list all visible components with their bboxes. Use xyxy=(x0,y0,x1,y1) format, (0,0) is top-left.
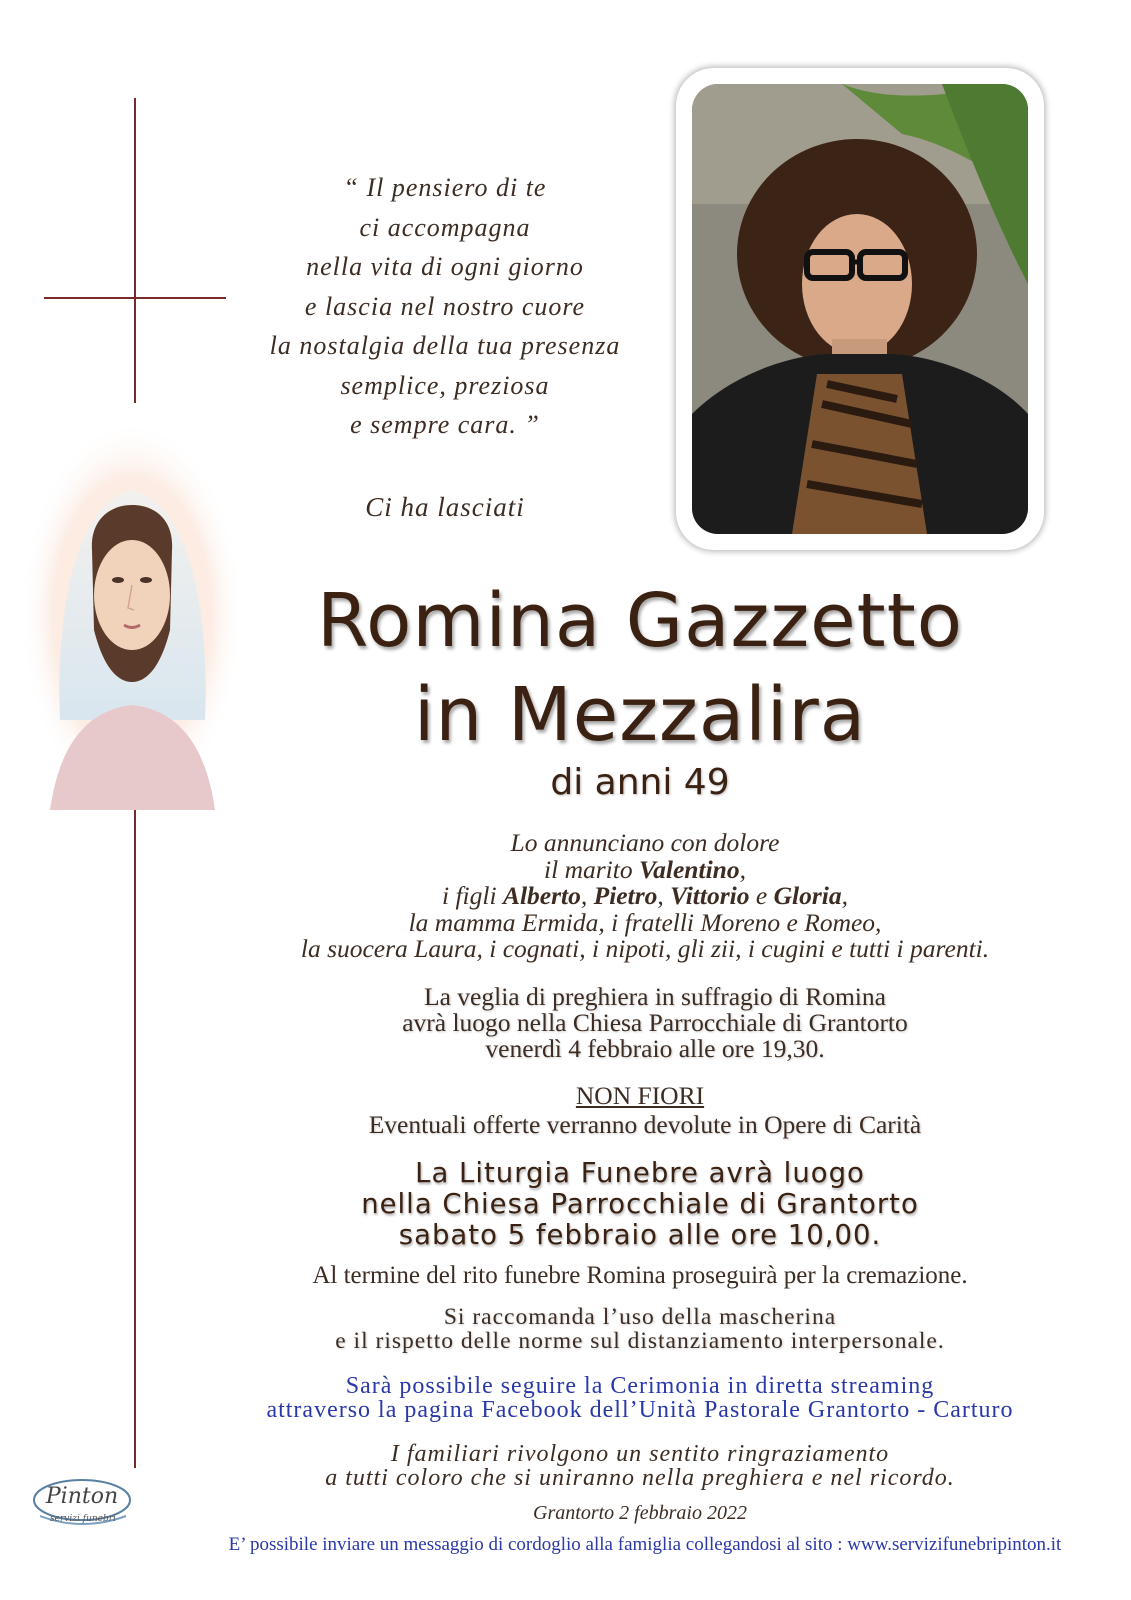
logo-name: Pinton xyxy=(45,1484,119,1509)
vigil-line: avrà luogo nella Chiesa Parrocchiale di Grantorto xyxy=(402,1008,908,1037)
text-fragment: , xyxy=(657,881,671,910)
condolence-footer[interactable]: E’ possibile inviare un messaggio di cordoglio alla famiglia collegandosi al sito : www.servizifunebripinton.it xyxy=(228,1534,1062,1555)
streaming-notice xyxy=(180,1374,1100,1422)
announcement-line: la suocera Laura, i cognati, i nipoti, gli zii, i cugini e tutti i parenti. xyxy=(300,934,990,963)
announcement-line xyxy=(190,883,1100,910)
cross-icon-lower xyxy=(134,808,136,1468)
text-fragment: i figli xyxy=(442,881,503,910)
thanks-line: I familiari rivolgono un sentito ringraziamento xyxy=(390,1441,890,1467)
cremation-text: Al termine del rito funebre Romina proseguirà per la cremazione. xyxy=(312,1262,968,1289)
covid-notice xyxy=(220,1305,1060,1353)
announcement-line: la mamma Ermida, i fratelli Moreno e Romeo, xyxy=(408,907,882,937)
husband-name: Valentino xyxy=(638,854,740,884)
announcement-line: Lo annunciano con dolore xyxy=(510,828,780,857)
covid-line: Si raccomanda l’uso della mascherina xyxy=(443,1304,837,1330)
quote-line: “ Il pensiero di te xyxy=(343,173,547,202)
announcement-block xyxy=(190,830,1100,963)
vigil-line: La veglia di preghiera in suffragio di Romina xyxy=(424,982,886,1011)
quote-line: e sempre cara. ” xyxy=(350,410,540,439)
covid-line: e il rispetto delle norme sul distanziamento interpersonale. xyxy=(335,1328,945,1354)
deceased-name: Romina Gazzetto xyxy=(317,578,963,664)
quote-line: ci accompagna xyxy=(359,212,531,242)
thanks-line: a tutti coloro che si uniranno nella preghiera e nel ricordo. xyxy=(325,1465,955,1491)
quote-line: la nostalgia della tua presenza xyxy=(269,331,621,360)
vigil-line: venerdì 4 febbraio alle ore 19,30. xyxy=(485,1034,825,1063)
vigil-block xyxy=(250,984,1060,1062)
funeral-block xyxy=(260,1158,1020,1251)
non-fiori-heading: NON FIORI xyxy=(575,1081,705,1110)
announcement-line xyxy=(190,854,1100,884)
ci-ha-lasciati: Ci ha lasciati xyxy=(365,492,525,522)
quote-line: semplice, preziosa xyxy=(340,370,550,400)
streaming-line: attraverso la pagina Facebook dell’Unità Pastorale Grantorto - Carturo xyxy=(266,1397,1014,1423)
deceased-age: di anni 49 xyxy=(550,762,730,803)
text-fragment: il marito xyxy=(544,854,639,884)
funeral-line: La Liturgia Funebre avrà luogo xyxy=(415,1157,865,1189)
thanks-block xyxy=(220,1442,1060,1490)
streaming-line: Sarà possibile seguire la Cerimonia in diretta streaming xyxy=(345,1373,935,1399)
deceased-married-name: in Mezzalira xyxy=(413,672,867,758)
text-fragment: , xyxy=(739,854,746,884)
child-name: Pietro xyxy=(593,881,658,910)
child-name: Vittorio xyxy=(670,881,750,910)
cross-icon-bar xyxy=(44,297,226,299)
offerte-text: Eventuali offerte verranno devolute in Opere di Carità xyxy=(368,1110,922,1139)
child-name: Gloria xyxy=(773,881,842,910)
portrait-photo xyxy=(692,84,1028,534)
child-name: Alberto xyxy=(502,881,581,910)
quote-block xyxy=(230,168,660,445)
funeral-line: nella Chiesa Parrocchiale di Grantorto xyxy=(361,1188,919,1220)
text-fragment: e xyxy=(749,881,774,910)
text-fragment: , xyxy=(841,881,848,910)
funeral-line: sabato 5 febbraio alle ore 10,00. xyxy=(398,1219,882,1251)
logo-subtitle: servizi funebri xyxy=(50,1514,116,1524)
date-place: Grantorto 2 febbraio 2022 xyxy=(533,1502,747,1524)
text-fragment: , xyxy=(580,881,594,910)
quote-line: nella vita di ogni giorno xyxy=(306,252,584,281)
cross-icon-upper xyxy=(134,98,136,403)
quote-line: e lascia nel nostro cuore xyxy=(304,291,586,321)
